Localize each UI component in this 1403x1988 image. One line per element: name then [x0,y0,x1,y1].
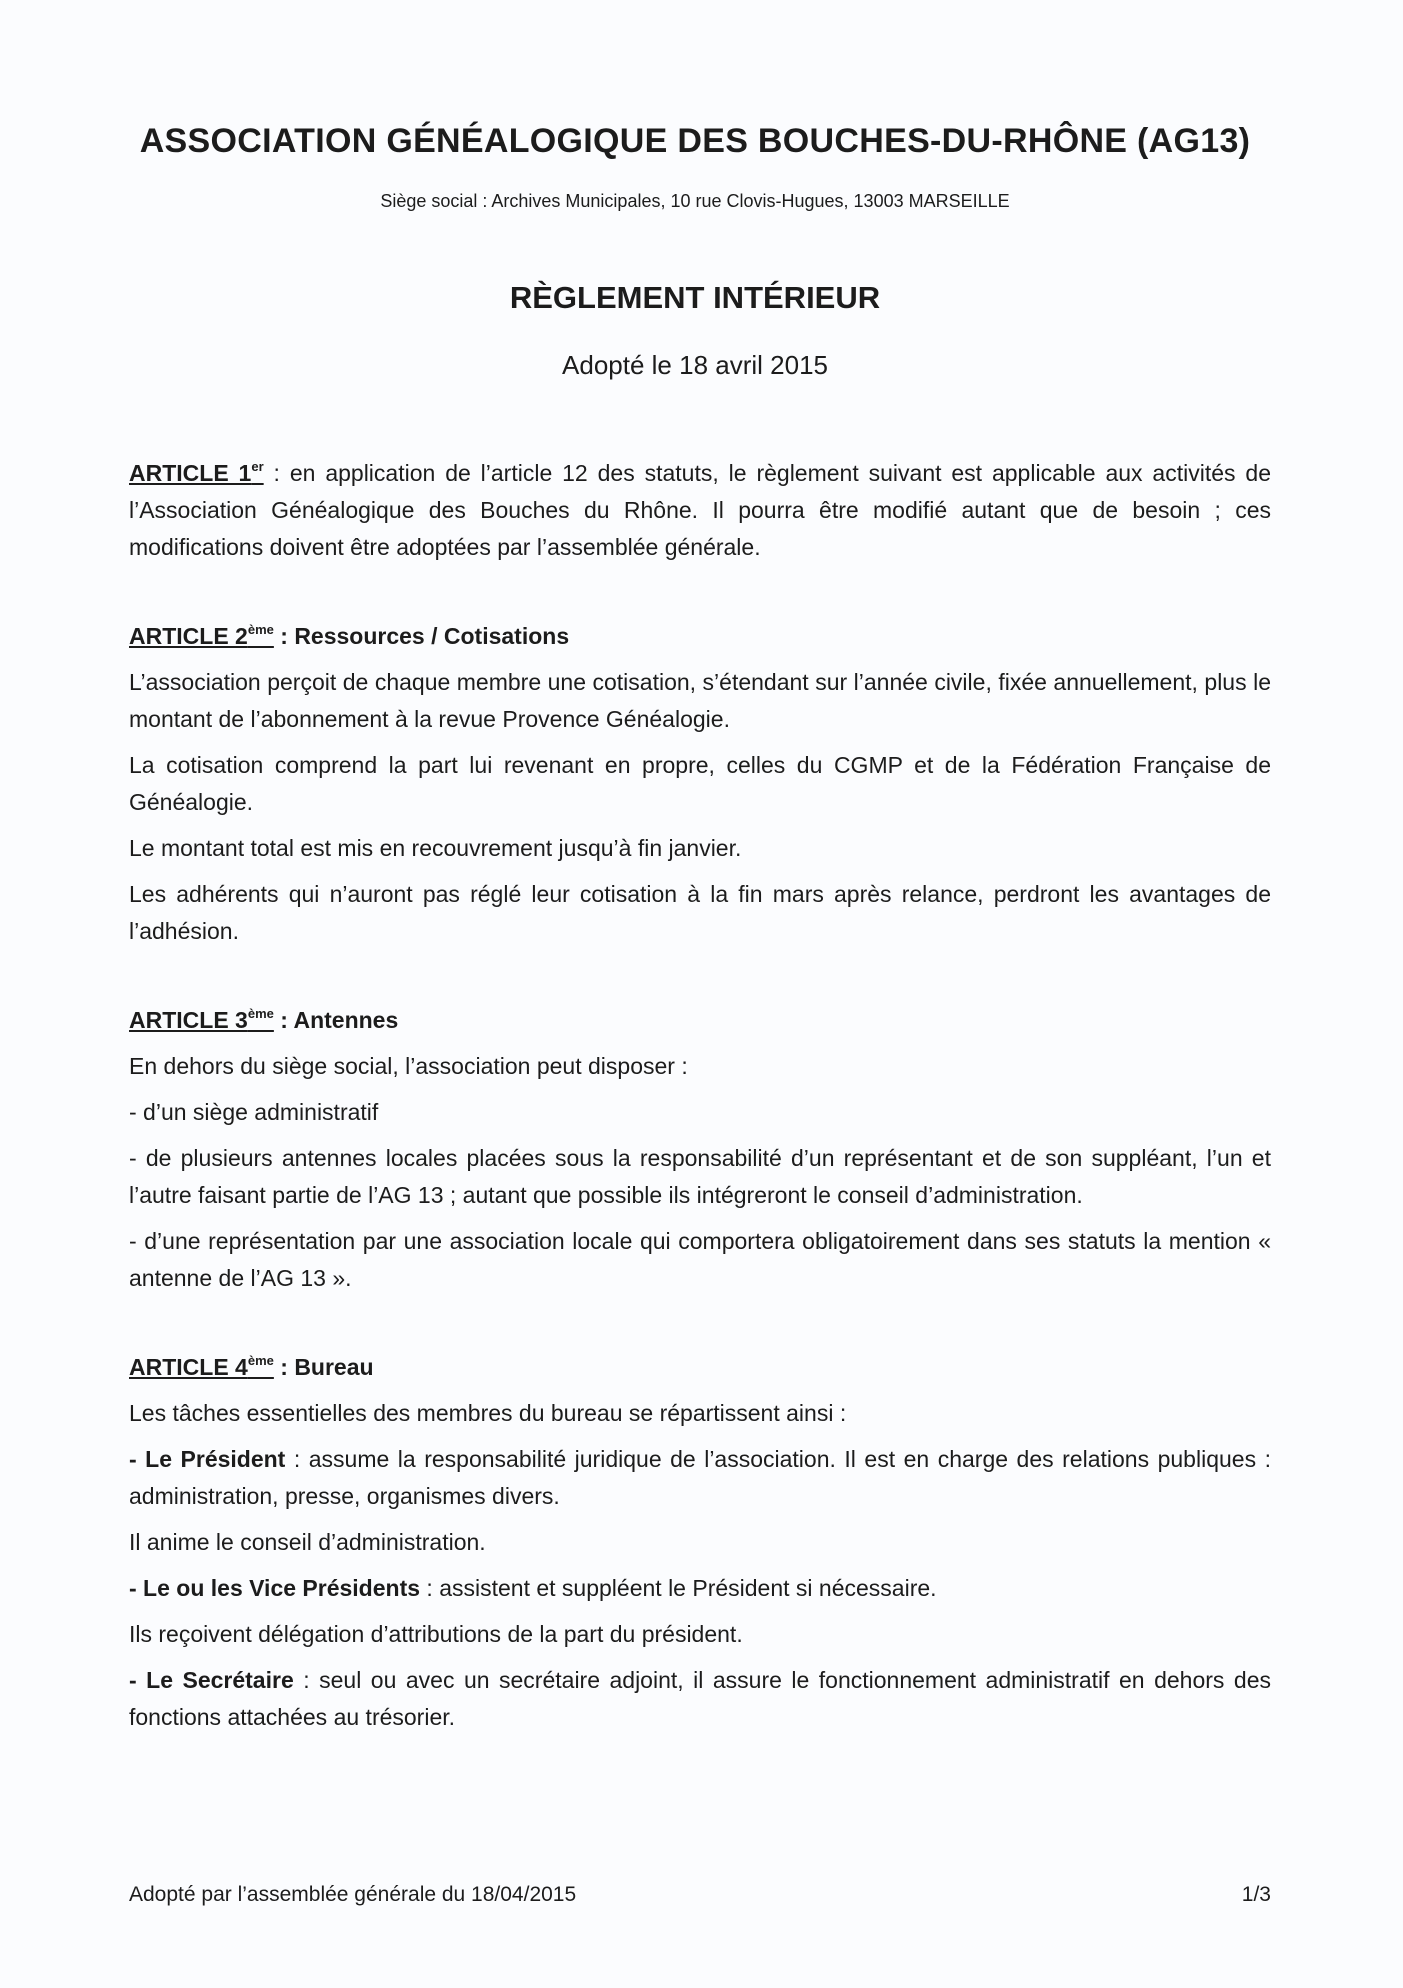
paragraph: - de plusieurs antennes locales placées sous la responsabilité d’un représentant et de son suppléant, l’un et l’autre faisant partie de l’AG 13 ; autant que possible ils intégreront le conseil d’administration. [129,1145,1271,1208]
page-number: 1/3 [1241,1883,1271,1906]
article-3-label: ARTICLE 3ème [129,1006,274,1033]
registered-office-address: Siège social : Archives Municipales, 10 rue Clovis-Hugues, 13003 MARSEILLE [380,191,1010,211]
article-3 [129,1002,1271,1297]
paragraph: Les tâches essentielles des membres du bureau se répartissent ainsi : [129,1400,847,1426]
article-1-label: ARTICLE 1er [129,459,264,486]
paragraph: - d’une représentation par une association locale qui comportera obligatoirement dans ses statuts la mention « antenne de l’AG 13 ». [129,1228,1271,1291]
article-2-label: ARTICLE 2ème [129,622,274,649]
adoption-date: Adopté le 18 avril 2015 [562,350,828,380]
paragraph: Ils reçoivent délégation d’attributions de la part du président. [129,1621,743,1647]
article-3-heading: ARTICLE 3ème : Antennes [129,1006,399,1033]
article-1-text: ARTICLE 1er : en application de l’article 12 des statuts, le règlement suivant est applicable aux activités de l’Association Généalogique des Bouches du Rhône. Il pourra être modifié autant que de besoin ; ces modifications doivent être adoptées par l’assemblée générale. [129,459,1271,560]
association-title: ASSOCIATION GÉNÉALOGIQUE DES BOUCHES-DU-RHÔNE (AG13) [139,122,1251,160]
article-2-heading: ARTICLE 2ème : Ressources / Cotisations [129,622,570,649]
paragraph-president: - Le Président : assume la responsabilité juridique de l’association. Il est en charge des relations publiques : administration, presse, organismes divers. [129,1446,1271,1509]
paragraph: - d’un siège administratif [129,1099,379,1125]
footer-adoption-note: Adopté par l’assemblée générale du 18/04/2015 [129,1883,577,1906]
paragraph: Le montant total est mis en recouvrement jusqu’à fin janvier. [129,835,742,861]
document-title: RÈGLEMENT INTÉRIEUR [509,280,881,315]
paragraph: La cotisation comprend la part lui revenant en propre, celles du CGMP et de la Fédération Française de Généalogie. [129,752,1271,815]
paragraph-vice-presidents: - Le ou les Vice Présidents : assistent et suppléent le Président si nécessaire. [129,1575,937,1601]
article-4-label: ARTICLE 4ème [129,1353,274,1380]
document-body [129,455,1271,1788]
article-4 [129,1349,1271,1736]
paragraph: Les adhérents qui n’auront pas réglé leur cotisation à la fin mars après relance, perdront les avantages de l’adhésion. [129,881,1271,944]
article-2 [129,618,1271,950]
paragraph-secretary: - Le Secrétaire : seul ou avec un secrétaire adjoint, il assure le fonctionnement administratif en dehors des fonctions attachées au trésorier. [129,1667,1271,1730]
article-1 [129,455,1271,566]
page-footer [129,1883,1271,1907]
paragraph: Il anime le conseil d’administration. [129,1529,486,1555]
article-4-heading: ARTICLE 4ème : Bureau [129,1353,374,1380]
paragraph: En dehors du siège social, l’association peut disposer : [129,1053,688,1079]
paragraph: L’association perçoit de chaque membre une cotisation, s’étendant sur l’année civile, fixée annuellement, plus le montant de l’abonnement à la revue Provence Généalogie. [129,669,1271,732]
